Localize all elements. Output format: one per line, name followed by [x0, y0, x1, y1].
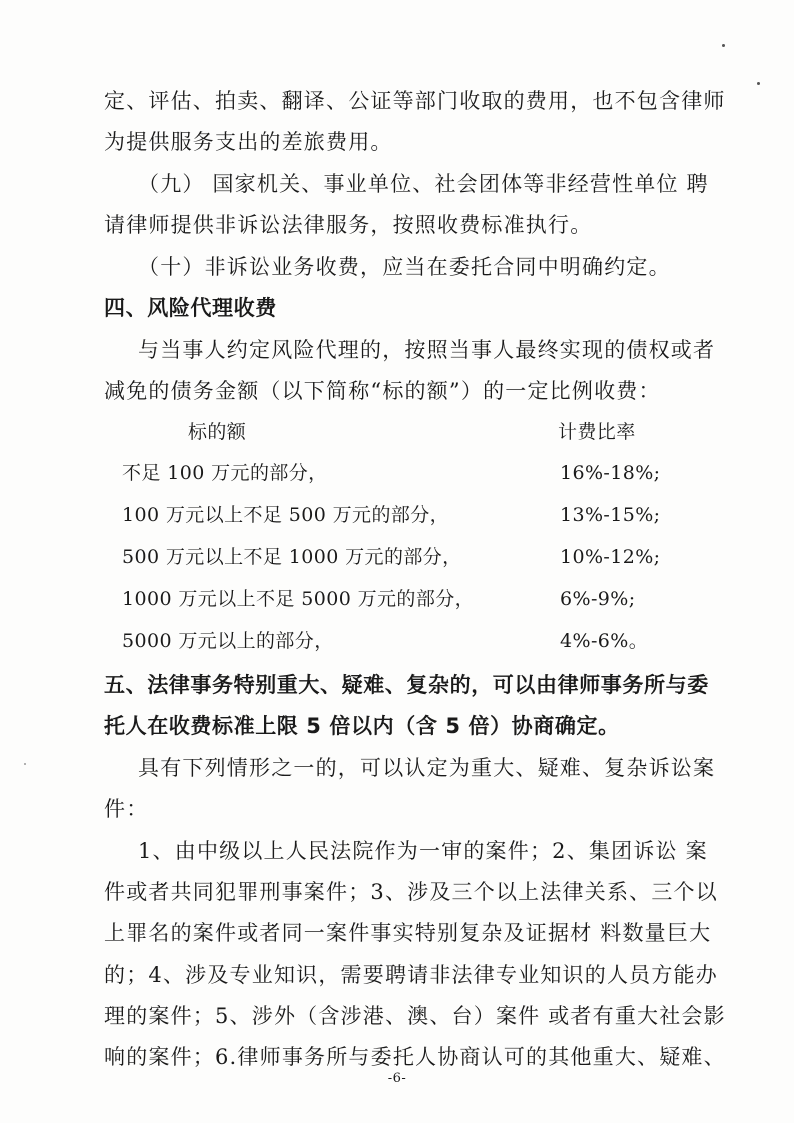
- fee-range: 1000 万元以上不足 5000 万元的部分，: [122, 588, 475, 610]
- item-nine-line: （九） 国家机关、事业单位、社会团体等非经营性单位 聘: [138, 172, 709, 196]
- paragraph-line: 具有下列情形之一的，可以认定为重大、疑难、复杂诉讼案: [138, 756, 716, 780]
- text-line: 定、评估、拍卖、翻译、公证等部门收取的费用，也不包含律师: [104, 89, 726, 113]
- fee-rate: 13%-15%;: [560, 504, 661, 526]
- fee-range: 5000 万元以上的部分，: [122, 630, 334, 652]
- page-number: -6-: [387, 1071, 407, 1086]
- section-heading: 四、风险代理收费: [104, 296, 277, 320]
- item-ten-line: （十）非诉讼业务收费，应当在委托合同中明确约定。: [138, 255, 671, 279]
- text-line: 为提供服务支出的差旅费用。: [104, 130, 393, 154]
- case-list-line: 理的案件；5、涉外（含涉港、澳、台）案件 或者有重大社会影: [104, 1004, 726, 1028]
- fee-rate: 16%-18%;: [560, 462, 661, 484]
- section-heading: 托人在收费标准上限 5 倍以内（含 5 倍）协商确定。: [104, 714, 620, 738]
- case-list-line: 1、由中级以上人民法院作为一审的案件；2、集团诉讼 案: [138, 839, 708, 863]
- fee-header-range: 标的额: [188, 421, 247, 443]
- fee-range: 不足 100 万元的部分，: [122, 462, 328, 484]
- case-list-line: 的；4、涉及专业知识，需要聘请非法律专业知识的人员方能办: [104, 963, 718, 987]
- paragraph-line: 减免的债务金额（以下简称“标的额”）的一定比例收费：: [104, 379, 661, 403]
- case-list-line: 响的案件；6.律师事务所与委托人协商认可的其他重大、疑难、: [104, 1045, 726, 1069]
- fee-rate: 4%-6%。: [560, 630, 649, 652]
- case-list-line: 件或者共同犯罪刑事案件；3、涉及三个以上法律关系、三个以: [104, 880, 718, 904]
- paragraph-line: 件：: [104, 797, 149, 821]
- fee-rate: 6%-9%;: [560, 588, 636, 610]
- scan-speck: [757, 82, 760, 85]
- fee-header-rate: 计费比率: [558, 421, 636, 443]
- paragraph-line: 与当事人约定风险代理的，按照当事人最终实现的债权或者: [138, 338, 716, 362]
- fee-range: 500 万元以上不足 1000 万元的部分，: [122, 546, 462, 568]
- scan-speck: [722, 44, 725, 47]
- section-heading: 五、法律事务特别重大、疑难、复杂的，可以由律师事务所与委: [104, 673, 709, 697]
- fee-rate: 10%-12%;: [560, 546, 661, 568]
- text-line: 请律师提供非诉讼法律服务，按照收费标准执行。: [104, 213, 593, 237]
- scan-speck: [24, 763, 26, 765]
- case-list-line: 上罪名的案件或者同一案件事实特别复杂及证据材 料数量巨大: [104, 921, 712, 945]
- fee-range: 100 万元以上不足 500 万元的部分，: [122, 504, 450, 526]
